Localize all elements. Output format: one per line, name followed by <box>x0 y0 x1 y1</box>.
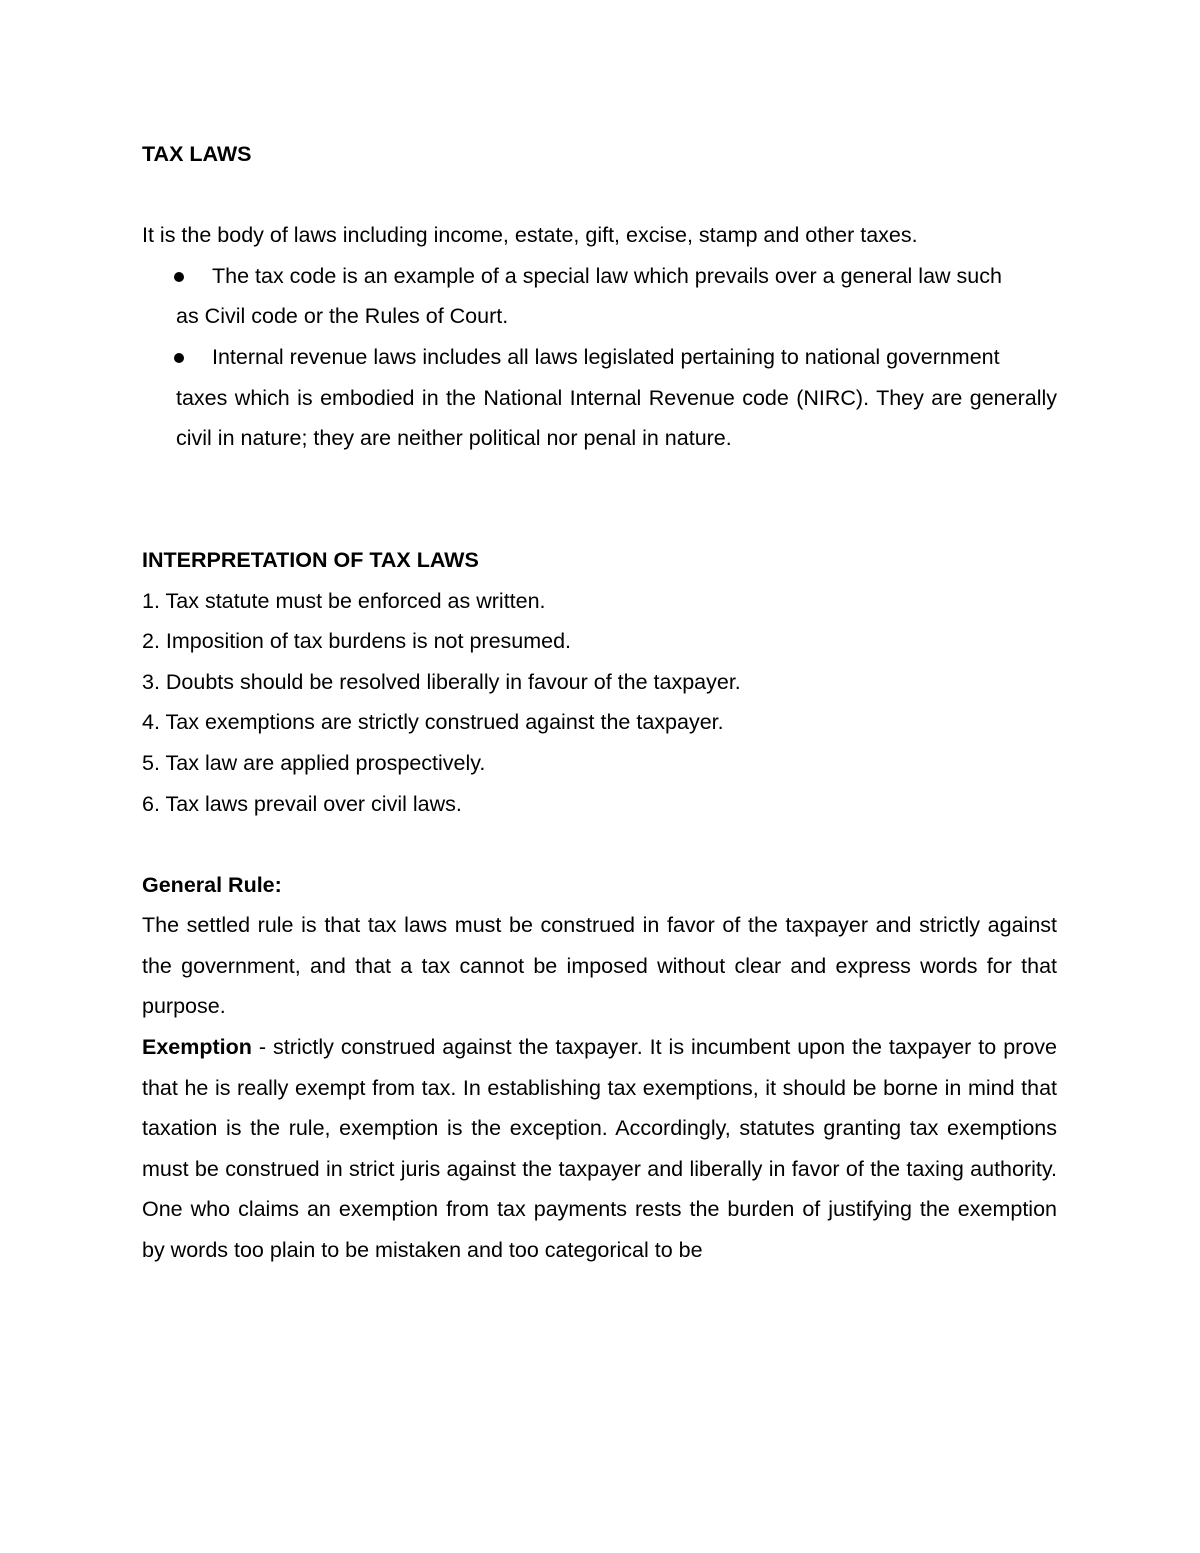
spacer <box>142 459 1057 540</box>
heading-general-rule: General Rule: <box>142 872 282 897</box>
list-item: 1. Tax statute must be enforced as written. <box>142 588 546 613</box>
document-page <box>142 134 1057 1271</box>
list-item: 2. Imposition of tax burdens is not presumed. <box>142 629 572 654</box>
bullet-text: Internal revenue laws includes all laws legislated pertaining to national government <box>212 344 1000 369</box>
spacer <box>142 175 1057 216</box>
list-item: 3. Doubts should be resolved liberally in favour of the taxpayer. <box>142 669 741 694</box>
list-item: 5. Tax law are applied prospectively. <box>142 750 486 775</box>
exemption-term: Exemption <box>142 1035 252 1060</box>
spacer <box>142 824 1057 865</box>
intro-paragraph: It is the body of laws including income, estate, gift, excise, stamp and other taxes. <box>142 223 918 248</box>
bullet-continuation: taxes which is embodied in the National Internal Revenue code (NIRC). They are generally civil in nature; they are neither political nor penal in nature. <box>176 385 1057 451</box>
bullet-item <box>142 337 1057 378</box>
general-rule-paragraph: The settled rule is that tax laws must be construed in favor of the taxpayer and strictly against the government, and that a tax cannot be imposed without clear and express words for that purpose. <box>142 913 1057 1019</box>
bullet-item <box>142 256 1057 297</box>
bullet-icon <box>174 272 184 282</box>
exemption-text: - strictly construed against the taxpayer. It is incumbent upon the taxpayer to prove that he is really exempt from tax. In establishing tax exemptions, it should be borne in mind that taxation is the rule, exemption is the exception. Accordingly, statutes granting tax exemptions must be construed in strict juris against the taxpayer and liberally in favor of the taxing authority. One who claims an exemption from tax payments rests the burden of justifying the exemption by words too plain to be mistaken and too categorical to be <box>142 1035 1057 1263</box>
heading-tax-laws: TAX LAWS <box>142 142 252 166</box>
bullet-text: The tax code is an example of a special law which prevails over a general law such <box>212 263 1002 288</box>
heading-interpretation: INTERPRETATION OF TAX LAWS <box>142 547 479 572</box>
list-item: 4. Tax exemptions are strictly construed against the taxpayer. <box>142 710 724 735</box>
exemption-paragraph <box>142 1027 1057 1271</box>
bullet-icon <box>174 353 184 363</box>
bullet-continuation: as Civil code or the Rules of Court. <box>176 304 509 329</box>
list-item: 6. Tax laws prevail over civil laws. <box>142 791 462 816</box>
